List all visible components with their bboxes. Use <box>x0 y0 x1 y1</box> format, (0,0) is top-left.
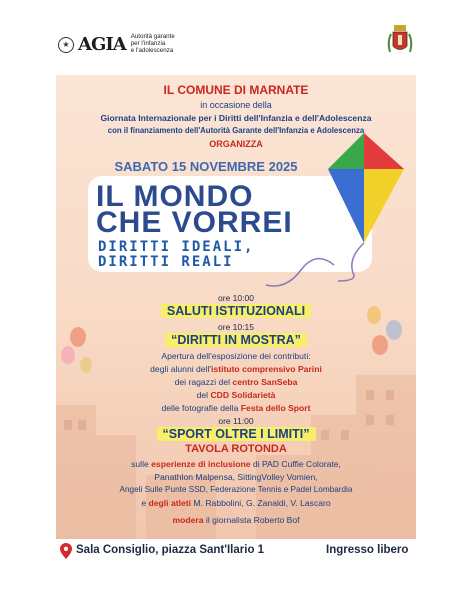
intro-organizes: ORGANIZZA <box>209 139 263 149</box>
session3-desc-line2: Panathlon Malpensa, SittingVolley Vomien, <box>154 472 318 482</box>
location-pin-icon <box>60 543 72 559</box>
kite-string <box>256 245 336 295</box>
event-subtitle-line2: DIRITTI REALI <box>98 254 234 270</box>
organizer-name: IL COMUNE DI MARNATE <box>163 83 309 97</box>
session2-desc-line1: Apertura dell'esposizione dei contributi: <box>161 351 311 361</box>
intro-funding: con il finanziamento dell'Autorità Garante dell'Infanzia e Adolescenza <box>107 126 365 135</box>
intro-occasion: in occasione della <box>200 100 272 110</box>
event-subtitle-line1: DIRITTI IDEALI, <box>98 239 255 255</box>
agia-logo-text: AGIA <box>78 34 126 55</box>
session2-desc-line4: del CDD Solidarietà <box>196 390 276 400</box>
session3-subtitle: TAVOLA ROTONDA <box>185 443 287 455</box>
agia-logo <box>58 34 175 55</box>
event-date: SABATO 15 NOVEMBRE 2025 <box>114 159 298 174</box>
session3-desc-line4: e degli atleti M. Rabbolini, G. Zanaldi, V. Lascaro <box>141 498 331 508</box>
session2-title: “DIRITTI IN MOSTRA” <box>56 333 416 347</box>
event-title-line2: CHE VORREI <box>96 206 293 239</box>
republic-emblem-icon: ★ <box>58 37 74 53</box>
event-location: Sala Consiglio, piazza Sant'Ilario 1 <box>76 544 265 556</box>
event-poster <box>56 75 416 539</box>
event-title-line1: IL MONDO <box>96 180 254 213</box>
session1-time: ore 10:00 <box>218 293 254 303</box>
kite-icon <box>328 133 408 283</box>
session2-time: ore 10:15 <box>218 322 254 332</box>
municipal-crest-icon <box>386 22 414 62</box>
session3-desc-line1: sulle esperienze di inclusione di PAD Cuffie Colorate, <box>131 459 341 469</box>
session2-desc-line3: dei ragazzi del centro SanSeba <box>174 377 298 387</box>
intro-day-name: Giornata Internazionale per i Diritti dell'Infanzia e dell'Adolescenza <box>100 113 372 123</box>
session2-desc-line5: delle fotografie della Festa dello Sport <box>161 403 311 413</box>
session2-desc-line2: degli alunni dell'istituto comprensivo Parini <box>150 364 322 374</box>
session3-title: “SPORT OLTRE I LIMITI” <box>56 427 416 441</box>
session1-title: SALUTI ISTITUZIONALI <box>56 304 416 318</box>
entry-info: Ingresso libero <box>326 544 409 556</box>
session3-time: ore 11:00 <box>218 416 254 426</box>
agia-logo-subtitle: Autorità garante per l'infanzia e l'adolescenza <box>130 33 175 54</box>
session3-desc-line3: Angeli Sulle Punte SSD, Federazione Tennis e Padel Lombardia <box>119 485 353 494</box>
session3-moderator: modera il giornalista Roberto Bof <box>172 515 300 525</box>
header-bar <box>0 0 472 75</box>
